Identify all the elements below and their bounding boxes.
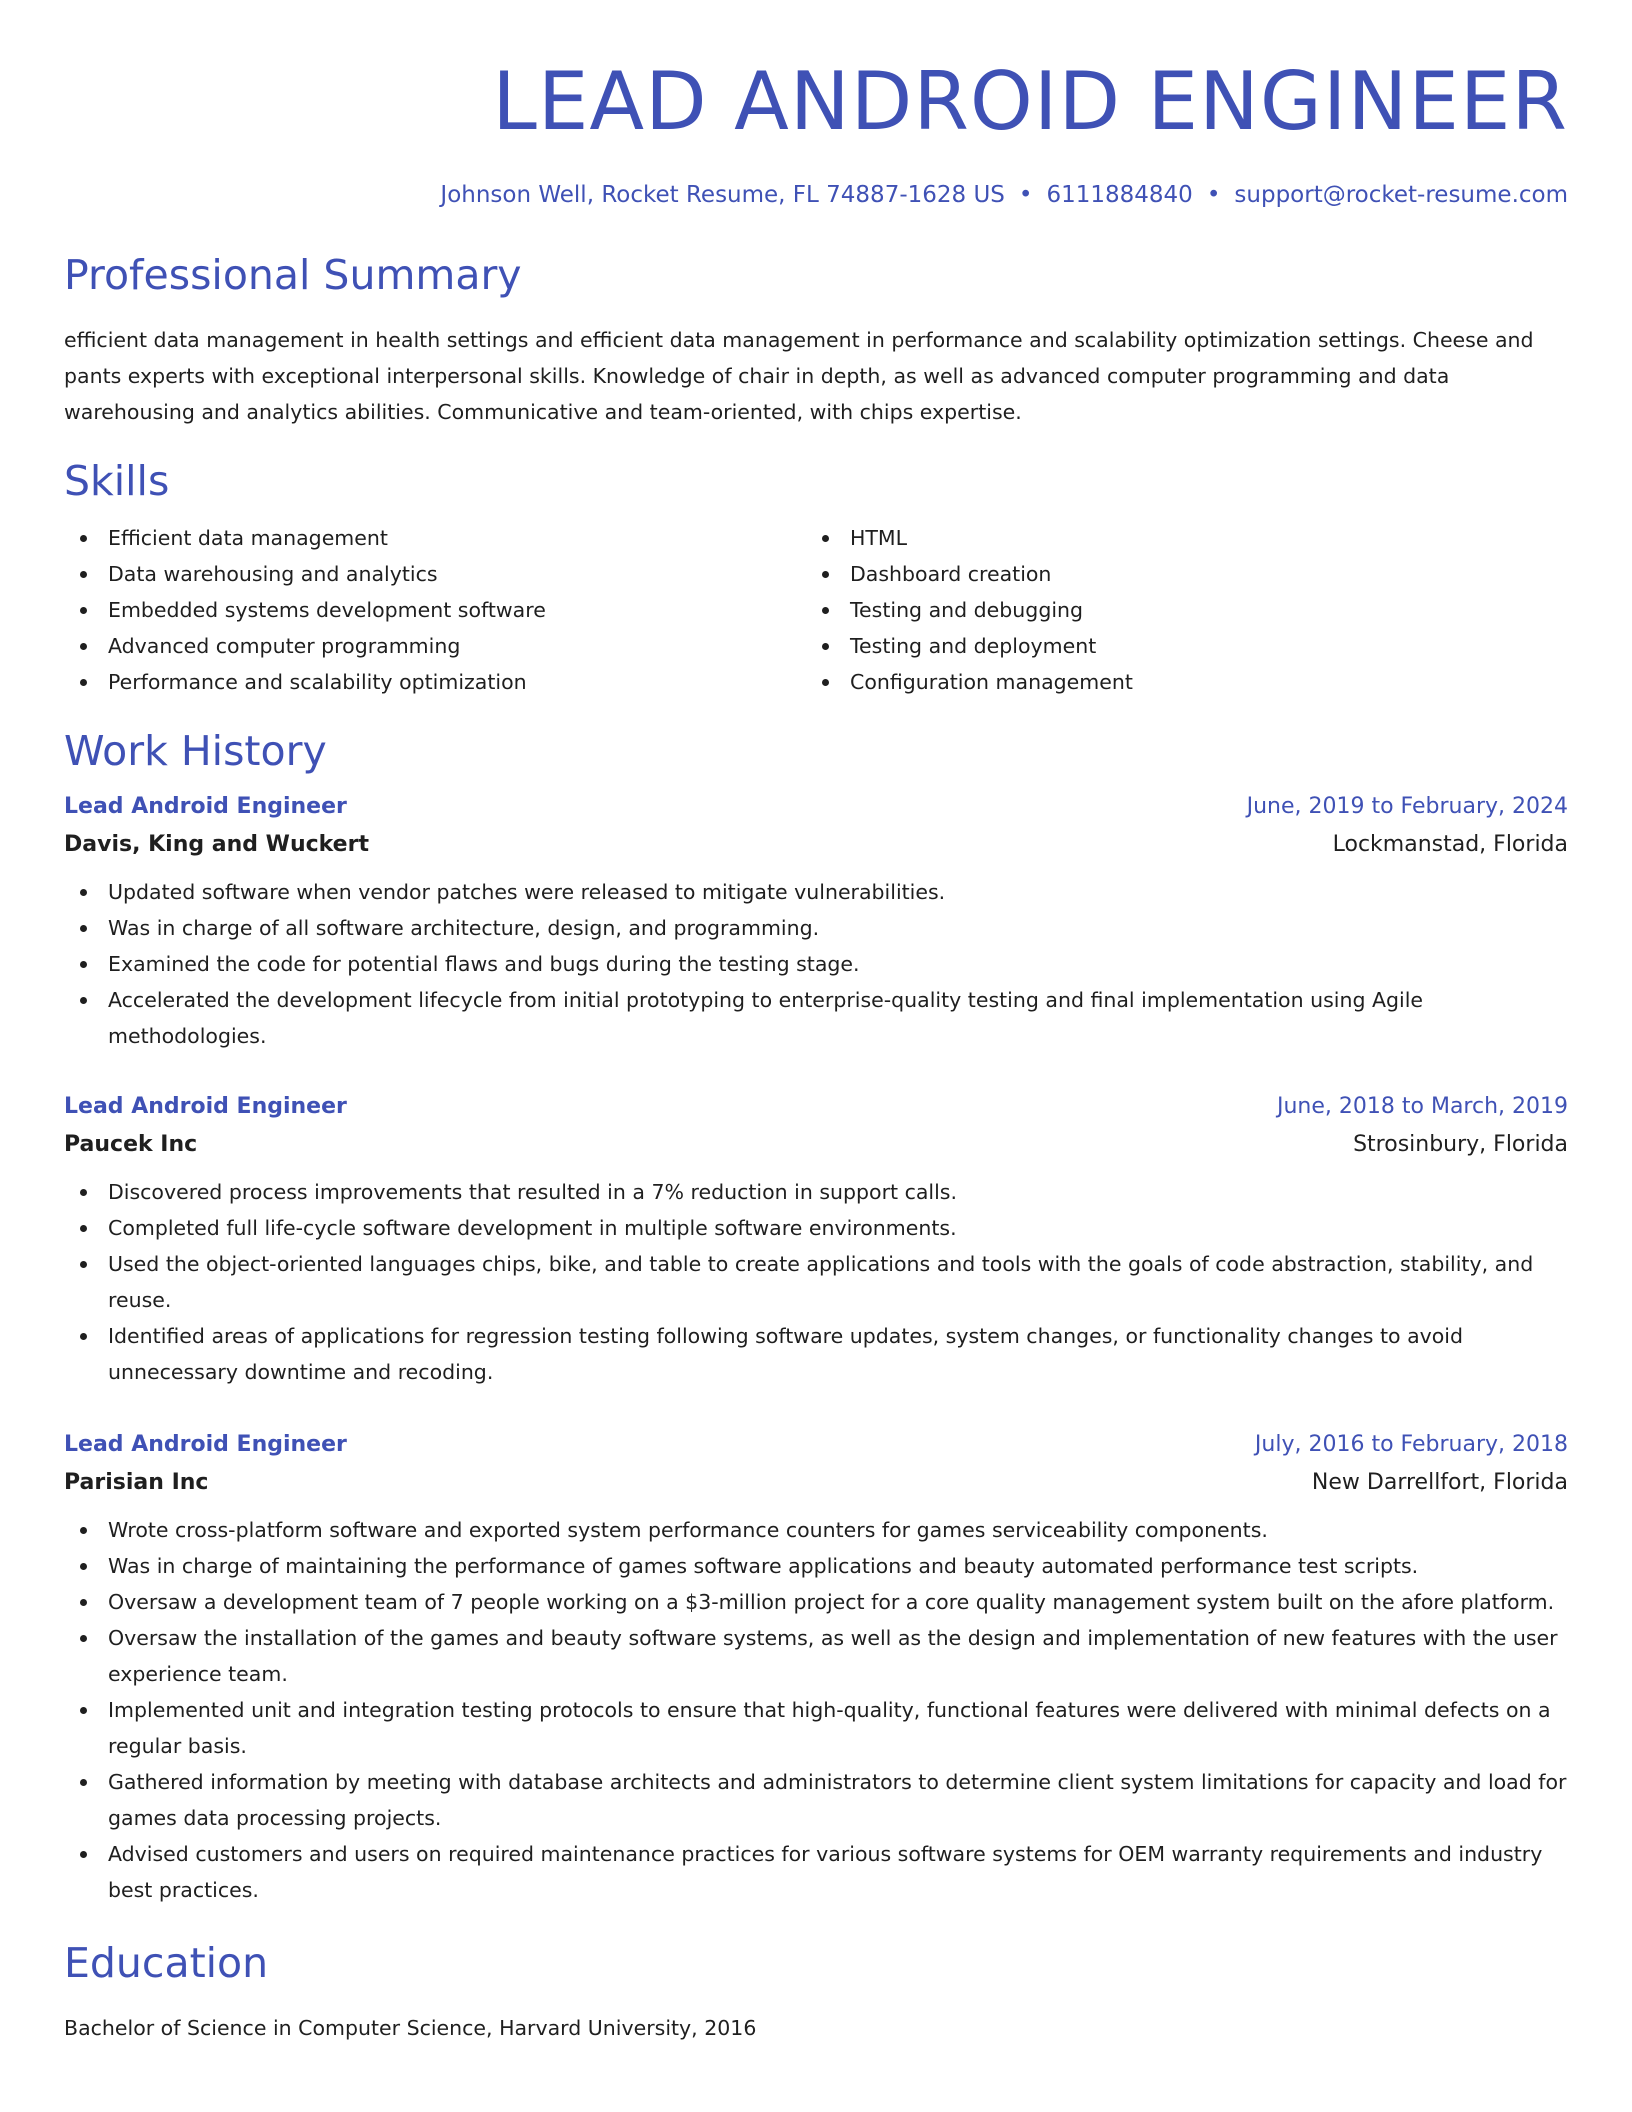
job-bullet: Accelerated the development lifecycle from initial prototyping to enterprise-quality testing and final implementation using Agile methodologies. [64,982,1568,1054]
summary-text: efficient data management in health settings and efficient data management in performance and scalability optimization settings. Cheese and pants experts with exceptional interpersonal skills. Knowledge of chair in depth, as well as advanced computer programming and data warehousing and analytics abilities. Communicative and team-oriented, with chips expertise. [64,328,1534,424]
skill-item: Dashboard creation [806,556,1548,592]
work-history-heading: Work History [64,727,327,775]
skill-item: Data warehousing and analytics [64,556,806,592]
contact-email[interactable]: support@rocket-resume.com [1234,182,1568,208]
job-bullets [64,874,1568,1054]
contact-separator: • [1018,182,1033,208]
job-bullet: Advised customers and users on required maintenance practices for various software systems for OEM warranty requirements and industry best practices. [64,1836,1568,1908]
job-company: Parisian Inc [64,1470,209,1495]
skills-heading: Skills [64,457,170,505]
job-location: New Darrellfort, Florida [1311,1470,1568,1495]
job-bullet: Wrote cross-platform software and exported system performance counters for games serviceability components. [64,1512,1568,1548]
job-bullet: Used the object-oriented languages chips, bike, and table to create applications and tools with the goals of code abstraction, stability, and reuse. [64,1246,1568,1318]
job-bullet: Examined the code for potential flaws and bugs during the testing stage. [64,946,1568,982]
skill-item: Efficient data management [64,520,806,556]
job-bullets [64,1512,1568,1908]
job-title-row [64,1088,1568,1126]
job-dates: June, 2019 to February, 2024 [1246,794,1568,819]
job-title: Lead Android Engineer [64,1094,347,1119]
job-bullets [64,1174,1568,1390]
summary-heading: Professional Summary [64,251,522,299]
job-dates: July, 2016 to February, 2018 [1254,1432,1568,1457]
skills-left-list [64,520,806,700]
skill-item: Testing and debugging [806,592,1548,628]
job-title-row [64,788,1568,826]
education-entry: Bachelor of Science in Computer Science, Harvard University, 2016 [64,2016,757,2040]
skill-item: Performance and scalability optimization [64,664,806,700]
contact-separator: • [1206,182,1221,208]
job-location: Lockmanstad, Florida [1332,832,1568,857]
job-company-row [64,1126,1568,1164]
skill-item: Testing and deployment [806,628,1548,664]
job-location: Strosinbury, Florida [1353,1132,1568,1157]
job-entry [64,788,1568,1054]
job-company-row [64,826,1568,864]
job-title: Lead Android Engineer [64,794,347,819]
job-bullet: Gathered information by meeting with database architects and administrators to determine client system limitations for capacity and load for games data processing projects. [64,1764,1568,1836]
job-bullet: Oversaw a development team of 7 people working on a $3-million project for a core quality management system built on the afore platform. [64,1584,1568,1620]
job-title-heading: LEAD ANDROID ENGINEER [492,55,1568,148]
contact-line [64,180,1568,210]
education-heading: Education [64,1939,269,1987]
job-company-row [64,1464,1568,1502]
skills-right-list [806,520,1548,700]
job-bullet: Updated software when vendor patches were released to mitigate vulnerabilities. [64,874,1568,910]
skill-item: Advanced computer programming [64,628,806,664]
job-bullet: Identified areas of applications for regression testing following software updates, system changes, or functionality changes to avoid unnecessary downtime and recoding. [64,1318,1568,1390]
job-company: Paucek Inc [64,1132,198,1157]
job-entry [64,1088,1568,1390]
job-bullet: Implemented unit and integration testing protocols to ensure that high-quality, functional features were delivered with minimal defects on a regular basis. [64,1692,1568,1764]
job-bullet: Was in charge of maintaining the performance of games software applications and beauty automated performance test scripts. [64,1548,1568,1584]
resume-header [64,50,1568,210]
job-title-row [64,1426,1568,1464]
skill-item: HTML [806,520,1548,556]
job-dates: June, 2018 to March, 2019 [1277,1094,1568,1119]
contact-phone: 6111884840 [1046,182,1193,208]
contact-address: Johnson Well, Rocket Resume, FL 74887-1628 US [440,182,1005,208]
job-bullet: Was in charge of all software architecture, design, and programming. [64,910,1568,946]
job-title: Lead Android Engineer [64,1432,347,1457]
skill-item: Configuration management [806,664,1548,700]
skill-item: Embedded systems development software [64,592,806,628]
skills-columns [64,520,1568,700]
job-bullet: Oversaw the installation of the games and beauty software systems, as well as the design and implementation of new features with the user experience team. [64,1620,1568,1692]
job-entry [64,1426,1568,1908]
job-bullet: Completed full life-cycle software development in multiple software environments. [64,1210,1568,1246]
job-bullet: Discovered process improvements that resulted in a 7% reduction in support calls. [64,1174,1568,1210]
job-company: Davis, King and Wuckert [64,832,369,857]
